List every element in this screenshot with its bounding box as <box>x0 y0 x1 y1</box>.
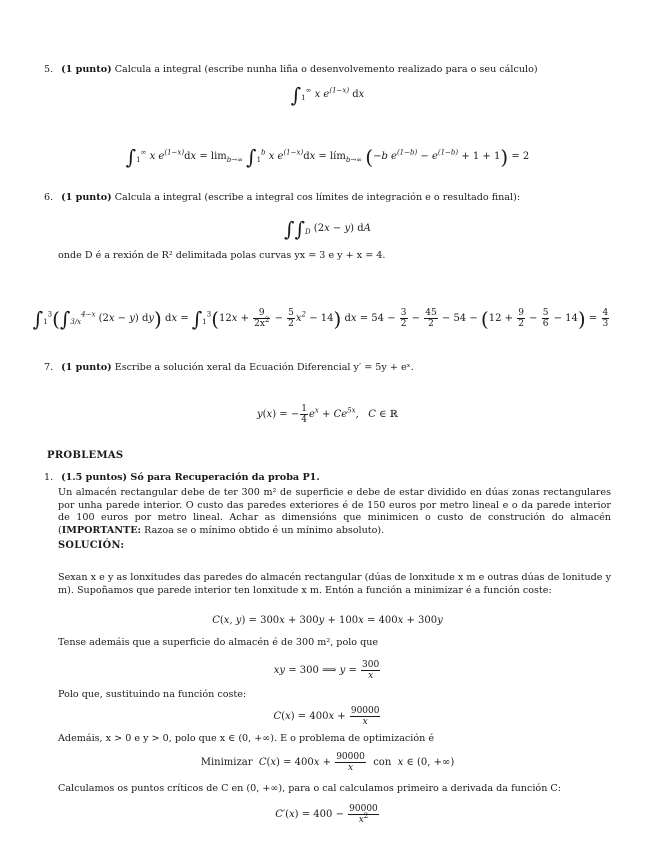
p1-points: (1.5 puntos) Só para Recuperación da proba P1 <box>61 472 317 483</box>
p1-title: 1. (1.5 puntos) Só para Recuperación da proba P1. <box>44 472 320 483</box>
q6-integral: $\int\int_D$ (2x − y) dA <box>284 217 371 241</box>
q6-points: (1 punto) <box>61 192 112 203</box>
q6-statement <box>44 192 520 204</box>
q7-statement <box>44 362 414 374</box>
q5-number: 5. <box>44 64 54 75</box>
p1-substitute-text: Polo que, sustituindo na función coste: <box>58 689 247 700</box>
p1-eq-cost: C(x, y) = 300x + 300y + 100x = 400x + 300y <box>212 615 443 626</box>
p1-area-text: Tense ademáis que a superficie do almacén é de 300 m², polo que <box>58 637 379 648</box>
q6-solution: $\int_1^3(\int_{3/x}^{4-x}$ (2x − y) dy) dx = $\int_1^3(12x$ + $\frac{9}{2x^2}$ − $\frac{5}{2}$ $x^2 - 14$) dx = 54 − $\frac{3}{2}$ − $\frac{45}{2}$ − 54 − (12 + $\frac{9}{2}$ − $\frac{5}{6}$ − 14) = $\frac{4}{3}$ <box>32 307 609 331</box>
q5-statement <box>44 64 538 76</box>
p1-solution-label: SOLUCIÓN: <box>58 540 125 551</box>
q7-points: (1 punto) <box>61 362 112 373</box>
p1-critical-text: Calculamos os puntos críticos de C en (0, +∞), para o cal calculamos primeiro a derivada da función C: <box>58 783 562 794</box>
problems-heading: PROBLEMAS <box>47 450 124 461</box>
p1-important-label: IMPORTANTE: <box>61 524 142 536</box>
p1-important-text: Razoa se o mínimo obtido é un mínimo absoluto). <box>144 524 385 536</box>
q5-solution: $\int_1^\infty$ x $e^{(1-x)}dx = \lim_{b\to\infty} \int_1^b$ x $e^{(1-x)}dx$ = lím$_{b\to\infty}$ (−b $e^{(1-b)} - e^{(1-b)} + 1 + 1) = 2$ <box>125 145 530 169</box>
p1-domain-text: Ademáis, x > 0 e y > 0, polo que x ∈ (0, +∞). E o problema de optimización é <box>58 733 435 744</box>
q6-number: 6. <box>44 192 54 203</box>
p1-eq-cx: C(x) = 400x + $\frac{90000}{x}$ <box>273 706 380 727</box>
p1-eq-minimize: Minimizar C(x) = 400x + $\frac{90000}{x}$ con x ∈ (0, +∞) <box>200 752 455 773</box>
p1-statement-text: Un almacén rectangular debe de ter 300 m² de superficie e debe de estar dividido en dúas zonas rectangulares por unha parede interior. O custo das paredes exteriores é de 150 euros por metro lineal e o da parede interior de 100 euros por metro lineal. Achar as dimensións que minimicen o custo de construción do almacén ( <box>58 487 611 536</box>
q7-text: Escribe a solución xeral da Ecuación Diferencial y′ = 5y + eˣ. <box>114 362 414 373</box>
q5-points: (1 punto) <box>61 64 112 75</box>
q7-solution: y(x) = − $\frac{1}{4}$ $e^x + Ce^{5x}$, C ∈ ℝ <box>256 404 398 425</box>
p1-eq-derivative: C′(x) = 400 − $\frac{90000}{x^2}$ <box>275 804 378 825</box>
q5-text: Calcula a integral (escribe nunha liña o desenvolvemento realizado para o seu cálculo) <box>114 64 538 75</box>
q7-number: 7. <box>44 362 54 373</box>
q6-region-text: onde D é a rexión de R² delimitada polas curvas yx = 3 e y + x = 4. <box>58 250 386 261</box>
p1-solution-intro: Sexan x e y as lonxitudes das paredes do almacén rectangular (dúas de lonxitude x m e outras dúas de lonitude y m). Supoñamos que parede interior ten lonxitude x m. Entón a función a minimizar é a función coste: <box>58 572 611 596</box>
p1-number: 1. <box>44 472 54 483</box>
q5-integral: $\int_1^\infty$ x $e^{(1-x)}$ dx <box>290 83 365 107</box>
p1-statement <box>58 487 611 537</box>
p1-eq-area: xy = 300 ⟹ y = $\frac{300}{x}$ <box>273 660 380 681</box>
q6-text: Calcula a integral (escribe a integral cos límites de integración e o resultado final): <box>114 192 521 203</box>
